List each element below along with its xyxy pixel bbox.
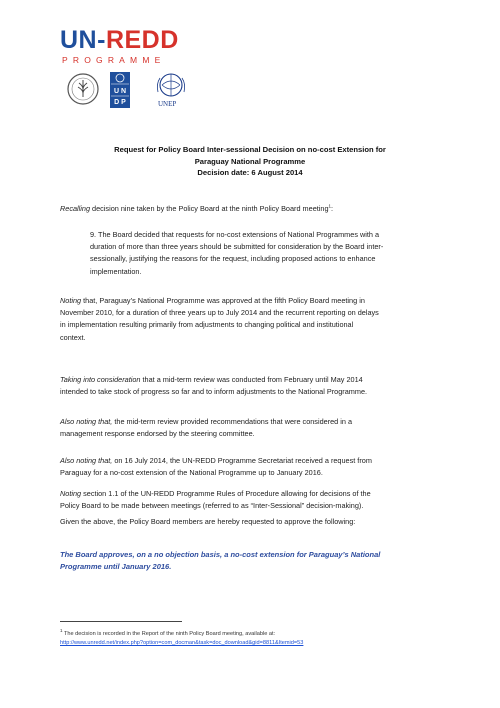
unep-text: UNEP bbox=[158, 100, 177, 108]
item9-line: implementation. bbox=[90, 266, 142, 276]
noting-line: in implementation resulting primarily from adjustments to changing political and institutional bbox=[60, 320, 354, 330]
item9-line: sessionally, justifying the reasons for the request, including proposed actions to enhance bbox=[90, 254, 376, 264]
recalling-lead: Recalling bbox=[60, 204, 91, 213]
given-paragraph bbox=[60, 516, 355, 528]
taking-line: that a mid-term review was conducted from February until May 2014 bbox=[140, 375, 363, 384]
logo-programme-text: PROGRAMME bbox=[62, 55, 166, 65]
unep-emblem-icon bbox=[154, 72, 188, 100]
un-redd-logo bbox=[60, 28, 180, 53]
also-noting-lead: Also noting that, bbox=[60, 417, 113, 426]
title-line-2: Paraguay National Programme bbox=[194, 156, 306, 166]
noting-line: November 2010, for a duration of three years up to July 2014 and the recurrent reporting on delays bbox=[60, 308, 379, 318]
recalling-text: decision nine taken by the Policy Board at the ninth Policy Board meeting bbox=[90, 204, 329, 213]
also-noting-line: on 16 July 2014, the UN-REDD Programme Secretariat received a request from bbox=[112, 456, 372, 465]
noting-rules-lead: Noting bbox=[60, 489, 82, 498]
decision-nine-quote bbox=[90, 229, 383, 278]
recalling-end: : bbox=[331, 204, 334, 213]
noting-rules-line: Policy Board to be made between meetings (referred to as “Inter-Sessional” decision-making). bbox=[60, 501, 364, 511]
taking-paragraph bbox=[60, 374, 367, 398]
also-noting-line: Paraguay for a no-cost extension of the National Programme up to January 2016. bbox=[60, 468, 323, 478]
given-line: Given the above, the Policy Board members are hereby requested to approve the following: bbox=[60, 517, 356, 526]
decision-line: Programme until January 2016. bbox=[60, 562, 172, 572]
item9-line: 9. The Board decided that requests for no-cost extensions of National Programmes with a bbox=[90, 230, 380, 239]
noting-line: that, Paraguay’s National Programme was approved at the fifth Policy Board meeting in bbox=[81, 296, 365, 305]
logo-redd-text: REDD bbox=[105, 26, 179, 54]
undp-top-text: U N bbox=[113, 88, 127, 95]
noting-paragraph bbox=[60, 295, 379, 344]
also-noting-lead: Also noting that, bbox=[60, 456, 113, 465]
noting-rules-line: section 1.1 of the UN-REDD Programme Rules of Procedure allowing for decisions of the bbox=[81, 489, 371, 498]
document-title bbox=[60, 144, 440, 179]
taking-line: intended to take stock of progress so far and to inform adjustments to the National Programme. bbox=[60, 387, 368, 397]
also-noting-line: the mid-term review provided recommendations that were considered in a bbox=[112, 417, 353, 426]
decision-line: The Board approves, on a no objection basis, a no-cost extension for Paraguay’s National bbox=[60, 550, 381, 559]
footnote bbox=[60, 630, 303, 648]
recalling-paragraph bbox=[60, 203, 333, 215]
also-noting-paragraph-1 bbox=[60, 416, 352, 440]
also-noting-line: management response endorsed by the steering committee. bbox=[60, 429, 255, 439]
undp-emblem-icon bbox=[110, 72, 130, 108]
footnote-ref: 1 bbox=[328, 203, 332, 209]
noting-lead: Noting bbox=[60, 296, 82, 305]
footnote-separator bbox=[60, 621, 182, 622]
logo-un-text: UN bbox=[60, 26, 98, 54]
taking-lead: Taking into consideration bbox=[60, 375, 141, 384]
noting-rules-paragraph bbox=[60, 488, 371, 512]
also-noting-paragraph-2 bbox=[60, 455, 372, 479]
footnote-number: 1 bbox=[60, 628, 63, 634]
title-line-1: Request for Policy Board Inter-sessional Decision on no-cost Extension for bbox=[114, 145, 386, 154]
footnote-link[interactable]: http://www.unredd.net/index.php?option=com_docman&task=doc_download&gid=8811&Itemid=53 bbox=[60, 640, 304, 646]
fao-emblem-icon bbox=[66, 72, 100, 106]
item9-line: duration of more than three years should be submitted for consideration by the Board inter- bbox=[90, 242, 384, 252]
undp-bottom-text: D P bbox=[114, 99, 126, 106]
board-decision bbox=[60, 549, 460, 574]
footnote-text: The decision is recorded in the Report of the ninth Policy Board meeting, available at: bbox=[62, 631, 276, 637]
partner-emblems bbox=[66, 72, 196, 120]
logo-dash-text: - bbox=[97, 26, 106, 54]
noting-line: context. bbox=[60, 332, 86, 342]
title-line-3: Decision date: 6 August 2014 bbox=[197, 168, 303, 178]
